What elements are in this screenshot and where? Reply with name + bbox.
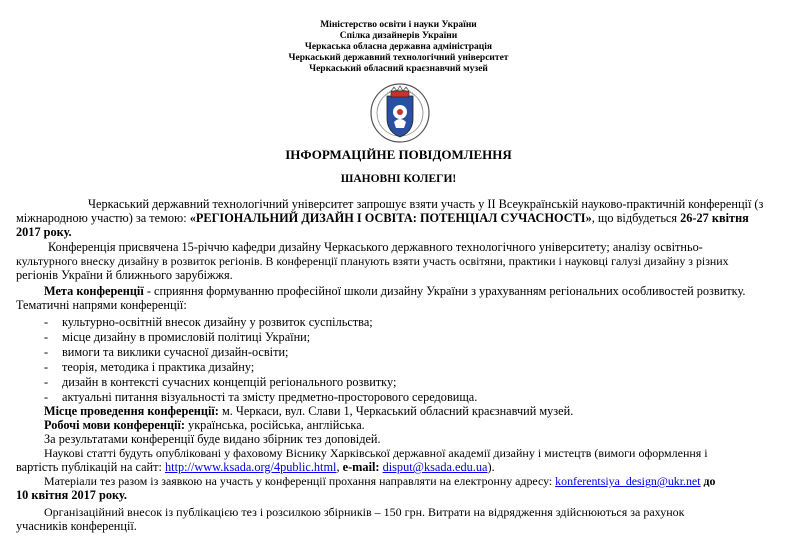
submission-email-link[interactable]: konferentsiya_design@ukr.net xyxy=(555,474,701,488)
dedication-line-3: регіонів України й ближнього зарубіжжя. xyxy=(16,268,233,282)
proceedings-line: За результатами конференції буде видано збірник тез доповідей. xyxy=(44,432,381,446)
document-page: Міністерство освіти і науки України Спілка дизайнерів України Черкаська обласна державна адміністрація Черкаський державний технологічний університет Черкаський обласний краєзнавчий музей ІНФОРМАЦІЙНЕ ПОВІДОМЛЕННЯ ШАНОВНІ КОЛЕГИ! Черкаський державний технологічний університет запрошує взяти участь у ІІ Всеукраїнській науково-практичній конференції (з міжнародною участю) за темою: «РЕГІОНАЛЬНИЙ ДИЗАЙН І ОСВІТА: ПОТЕНЦІАЛ СУЧАСНОСТІ», що відбудеться 26-27 квітня 2017 року. Конференція присвячена 15-річчю кафедри дизайну Черкаського державного технологічного університету; аналізу освітньо- культурного внеску дизайну в розвиток регіонів. В конференції планують взяти участь освітяни, практики і науковці галузі дизайну з різних регіонів України й ближнього зарубіжжя. Мета конференції - сприяння формуванню професійної школи дизайну України з урахуванням регіональних особливостей розвитку. Тематичні напрями конференції: - культурно-освітній внесок дизайну у розвиток суспільства; - місце дизайну в промисловій політиці України; - вимоги та виклики сучасної дизайн-освіти; - теорія, методика і практика дизайну; - дизайн в контексті сучасних концепцій регіонального розвитку; - актуальні питання візуальності та змісту предметно-просторового середовища. Місце проведення конференції: м. Черкаси, вул. Слави 1, Черкаський обласний краєзнавчий музей. Робочі мови конференції: українська, російська, англійська. За результатами конференції буде видано збірник тез доповідей. Наукові статті будуть опубліковані у фаховому Віснику Харківської державної академії дизайну і мистецтв (вимоги оформлення і вартість публікацій на сайт: http://www.ksada.org/4public.html, e-mail: disput@ksada.edu.ua). Матеріали тез разом із заявкою на участь у конференції прохання направляти на електронну адресу: konferentsiya_design@ukr.net до 10 квітня 2017 року. Організаційний внесок із публікацією тез і розсилкою збірників – 150 грн. Витрати на відрядження здійснюються за рахунок учасників конференції. xyxy=(0,0,797,541)
submission-line-1: Матеріали тез разом із заявкою на участь у конференції прохання направляти на електронну адресу: konferentsiya_design@ukr.net до xyxy=(44,474,716,488)
fee-line-1: Організаційний внесок із публікацією тез і розсилкою збірників – 150 грн. Витрати на відрядження здійснюються за рахунок xyxy=(44,505,685,519)
fee-line-2: учасників конференції. xyxy=(16,519,137,533)
intro-line-2: міжнародною участю) за темою: «РЕГІОНАЛЬНИЙ ДИЗАЙН І ОСВІТА: ПОТЕНЦІАЛ СУЧАСНОСТІ», що відбудеться 26-27 квітня xyxy=(16,211,749,225)
intro-line-3: 2017 року. xyxy=(16,225,72,239)
greeting: ШАНОВНІ КОЛЕГИ! xyxy=(340,173,457,185)
languages-label: Робочі мови конференції: xyxy=(44,418,185,432)
header-administration: Черкаська обласна державна адміністрація xyxy=(304,42,493,52)
intro-line-1: Черкаський державний технологічний університет запрошує взяти участь у ІІ Всеукраїнській науково-практичній конференції (з xyxy=(88,197,764,211)
dedication-line-2: культурного внеску дизайну в розвиток регіонів. В конференції планують взяти участь освітяни, практики і науковці галузі дизайну з різних xyxy=(16,254,729,268)
header-university: Черкаський державний технологічний університет xyxy=(288,53,509,63)
goal-line: Мета конференції - сприяння формуванню професійної школи дизайну України з урахуванням регіональних особливостей розвитку. xyxy=(44,284,746,298)
venue-line: Місце проведення конференції: м. Черкаси, вул. Слави 1, Черкаський обласний краєзнавчий музей. xyxy=(44,404,574,418)
conference-theme: «РЕГІОНАЛЬНИЙ ДИЗАЙН І ОСВІТА: ПОТЕНЦІАЛ СУЧАСНОСТІ» xyxy=(189,211,592,225)
conference-dates: 26-27 квітня xyxy=(680,211,749,225)
articles-line-1: Наукові статті будуть опубліковані у фаховому Віснику Харківської державної академії дизайну і мистецтв (вимоги оформлення і xyxy=(44,446,708,460)
publication-email-link[interactable]: disput@ksada.edu.ua xyxy=(382,460,488,474)
header-museum: Черкаський обласний краєзнавчий музей xyxy=(309,64,488,74)
topics-heading: Тематичні напрями конференції: xyxy=(16,298,187,312)
goal-label: Мета конференції xyxy=(44,284,144,298)
header-ministry: Міністерство освіти і науки України xyxy=(320,20,477,30)
page-title: ІНФОРМАЦІЙНЕ ПОВІДОМЛЕННЯ xyxy=(285,147,512,162)
header-union: Спілка дизайнерів України xyxy=(339,31,458,41)
languages-line: Робочі мови конференції: українська, російська, англійська. xyxy=(44,418,365,432)
submission-deadline: 10 квітня 2017 року. xyxy=(16,488,127,502)
university-crest-logo xyxy=(367,82,433,144)
venue-label: Місце проведення конференції: xyxy=(44,404,219,418)
dedication-line-1: Конференція присвячена 15-річчю кафедри дизайну Черкаського державного технологічного університету; аналізу освітньо- xyxy=(48,240,703,254)
publication-link[interactable]: http://www.ksada.org/4public.html xyxy=(165,460,337,474)
articles-line-2: вартість публікацій на сайт: http://www.ksada.org/4public.html, e-mail: disput@ksada.edu.ua). xyxy=(16,460,495,474)
